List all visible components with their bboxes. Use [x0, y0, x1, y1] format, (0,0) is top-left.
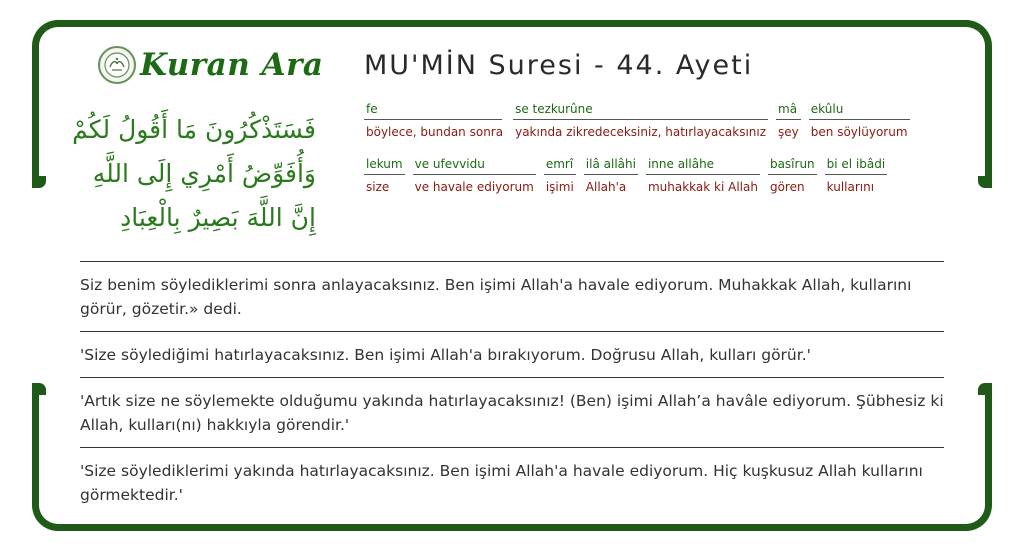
word-item[interactable] — [413, 155, 536, 194]
word-transliteration: se tezkurûne — [513, 100, 768, 120]
word-transliteration: bi el ibâdi — [825, 155, 888, 175]
word-transliteration: ve ufevvidu — [413, 155, 536, 175]
word-transliteration: emrî — [544, 155, 576, 175]
word-transliteration: ilâ allâhi — [584, 155, 638, 175]
word-meaning: gören — [769, 180, 805, 194]
translation-item: 'Artık size ne söylemekte olduğumu yakında hatırlayacaksınız! (Ben) işimi Allah’a havâle ediyorum. Şübhesiz ki Allah, kulları(nı) hakkıyla görendir.' — [80, 377, 944, 447]
word-transliteration: lekum — [364, 155, 405, 175]
word-meaning: böylece, bundan sonra — [366, 125, 504, 139]
word-item[interactable] — [584, 155, 638, 194]
arabic-line: وَأُفَوِّضُ أَمْرِي إِلَى اللَّهِ — [92, 159, 316, 188]
word-item[interactable] — [544, 155, 576, 194]
word-item[interactable] — [364, 100, 505, 139]
word-item[interactable] — [768, 155, 817, 194]
translation-item: 'Size söylediğimi hatırlayacaksınız. Ben işimi Allah'a bırakıyorum. Doğrusu Allah, kulları görür.' — [80, 331, 944, 377]
word-meaning: Allah'a — [585, 180, 627, 194]
frame-bottom-left-cap — [32, 383, 46, 395]
word-meaning: işimi — [545, 180, 574, 194]
word-transliteration: ekûlu — [809, 100, 910, 120]
word-transliteration: fe — [364, 100, 502, 120]
quran-seal-icon — [98, 46, 136, 84]
word-row — [364, 100, 944, 139]
word-item[interactable] — [513, 100, 768, 139]
word-transliteration: inne allâhe — [646, 155, 760, 175]
word-meaning: kullarını — [826, 180, 875, 194]
logo-text: Kuran Ara — [140, 47, 324, 83]
arabic-verse — [48, 108, 316, 240]
translations-list — [80, 261, 944, 517]
page-title: MU'MİN Suresi - 44. Ayeti — [364, 50, 754, 81]
word-meaning: muhakkak ki Allah — [647, 180, 758, 194]
word-meaning: ve havale ediyorum — [414, 180, 534, 194]
word-item[interactable] — [364, 155, 405, 194]
word-transliteration: basîrun — [768, 155, 817, 175]
word-item[interactable] — [646, 155, 760, 194]
word-item[interactable] — [809, 100, 910, 139]
word-item[interactable] — [825, 155, 888, 194]
word-transliteration: mâ — [776, 100, 801, 120]
word-item[interactable] — [776, 100, 801, 139]
translation-item: Siz benim söylediklerimi sonra anlayacaksınız. Ben işimi Allah'a havale ediyorum. Muhakkak Allah, kullarını görür, gözetir.» dedi. — [80, 261, 944, 331]
translation-item: 'Size söylediklerimi yakında hatırlayacaksınız. Ben işimi Allah'a havale ediyorum. Hiç kuşkusuz Allah kullarını görmektedir.' — [80, 447, 944, 517]
word-meaning: şey — [778, 125, 799, 139]
frame-bottom-right-cap — [978, 383, 992, 395]
site-logo[interactable] — [98, 46, 324, 84]
word-by-word-grid — [364, 100, 944, 210]
arabic-line: إِنَّ اللَّهَ بَصِيرٌ بِالْعِبَادِ — [120, 203, 316, 232]
arabic-line: فَسَتَذْكُرُونَ مَا أَقُولُ لَكُمْ — [72, 115, 316, 144]
word-meaning: yakında zikredeceksiniz, hatırlayacaksınız — [515, 125, 767, 139]
word-meaning: ben söylüyorum — [810, 125, 908, 139]
word-meaning: size — [366, 180, 390, 194]
word-row — [364, 155, 944, 194]
